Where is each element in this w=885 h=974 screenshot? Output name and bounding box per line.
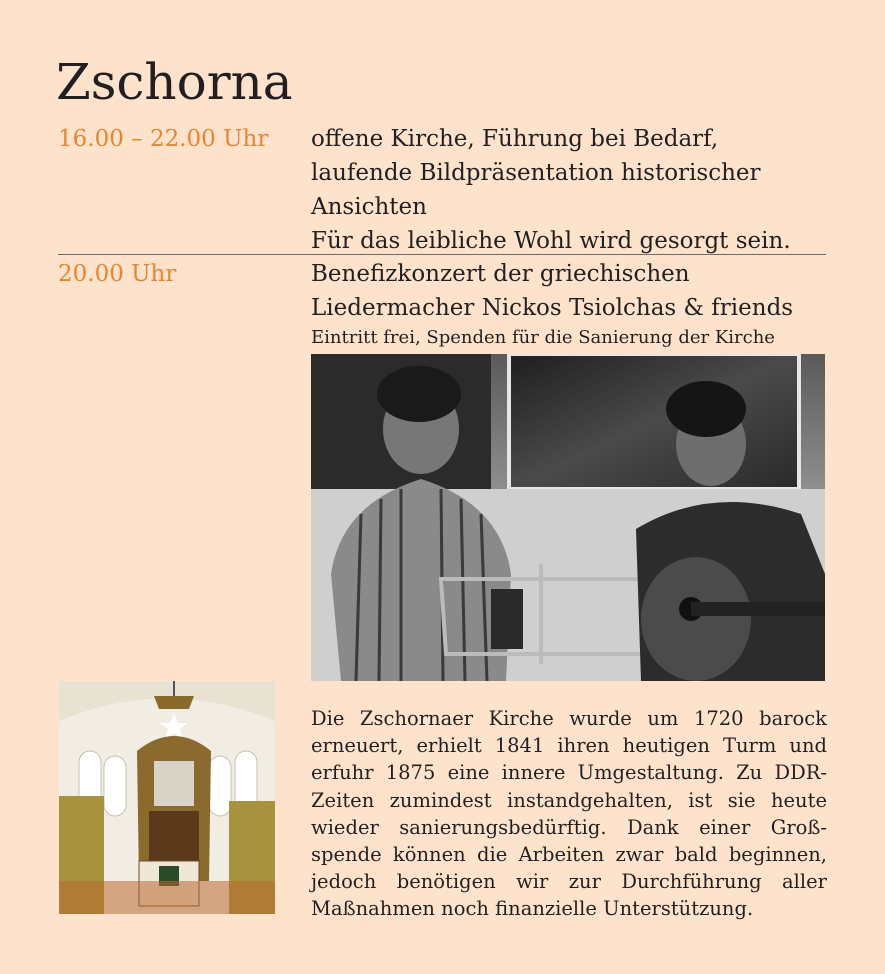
description-line: Liedermacher Nickos Tsiolchas & friends: [311, 295, 794, 321]
church-history-text: [311, 705, 827, 923]
text-line: erneuert, erhielt 1841 ihren heutigen Turm und: [311, 734, 827, 758]
text-line: wieder sanierungsbedürftig. Dank einer Groß-: [311, 815, 827, 839]
text-line: jedoch benötigen wir zur Durchführung aller: [311, 870, 827, 894]
time-slot-1: 16.00 – 22.00 Uhr: [58, 126, 269, 152]
event-description-2: [311, 257, 841, 351]
page-title: Zschorna: [56, 53, 293, 111]
event-note: Eintritt frei, Spenden für die Sanierung der Kirche: [311, 327, 775, 348]
divider: [58, 254, 826, 255]
text-line: spende können die Arbeiten zwar bald beginnen,: [311, 843, 827, 867]
concert-photo: [311, 354, 825, 681]
description-line: Ansichten: [311, 194, 427, 220]
text-line: Zeiten zumindest instandgehalten, ist sie heute: [311, 788, 827, 812]
church-interior-photo: [59, 681, 275, 914]
event-description-1: [311, 122, 841, 258]
time-slot-2: 20.00 Uhr: [58, 261, 177, 287]
description-line: laufende Bildpräsentation historischer: [311, 160, 761, 186]
text-line: Die Zschornaer Kirche wurde um 1720 barock: [311, 707, 827, 730]
text-line: erfuhr 1875 eine innere Umgestaltung. Zu DDR-: [311, 761, 827, 785]
description-line: offene Kirche, Führung bei Bedarf,: [311, 126, 719, 152]
description-line: Benefizkonzert der griechischen: [311, 261, 690, 287]
description-line: Für das leibliche Wohl wird gesorgt sein.: [311, 228, 791, 254]
text-line: Maßnahmen noch finanzielle Unterstützung.: [311, 897, 754, 921]
